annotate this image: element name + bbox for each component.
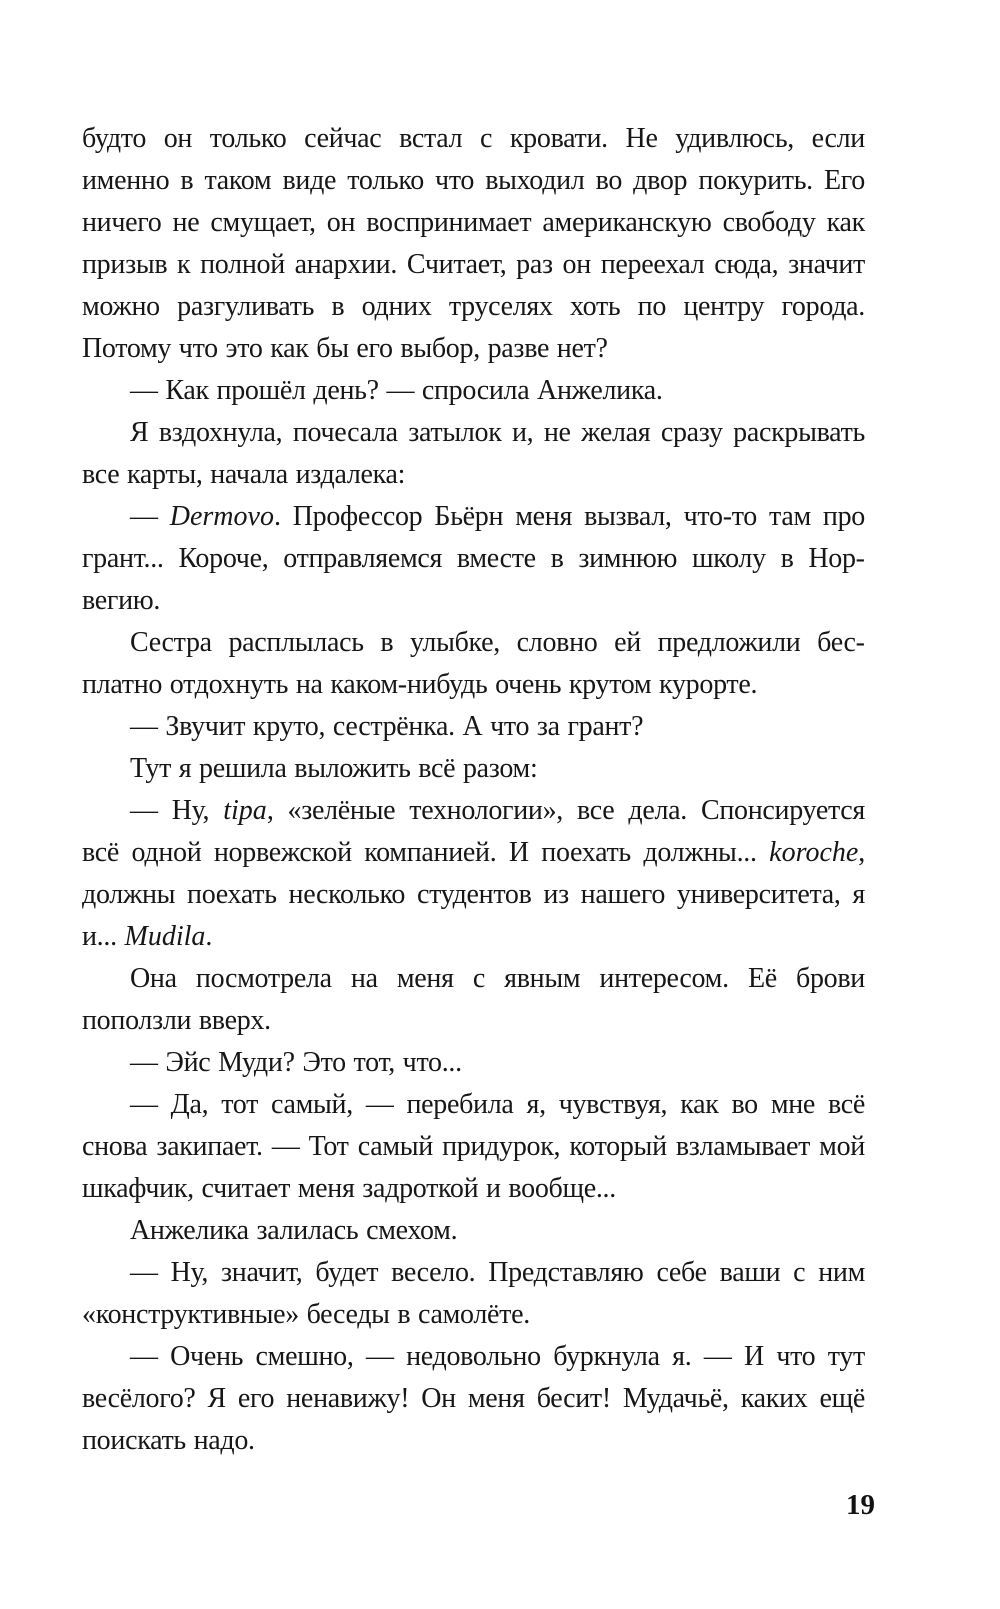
paragraph: Анжелика залилась смехом. [130, 1215, 458, 1246]
page-number: 19 [846, 1489, 875, 1521]
paragraph: будто он только сейчас встал с кровати. Не удивлюсь, если именно в таком виде только что выходил во двор покурить. Его ничего не смущает, он воспринимает американскую свободу как призыв к полной анархии. Считает, раз он переехал сюда, значит можно разгуливать в одних труселях хоть по центру города. Потому что это как бы его выбор, разве нет? [82, 123, 865, 364]
paragraph: Сестра расплылась в улыбке, словно ей предложили бесплатно отдохнуть на каком-нибудь очень крутом курорте. [82, 627, 865, 700]
paragraph: — Ну, tipa, «зелёные технологии», все дела. Спонсируется всё одной норвежской компанией. И поехать должны... koroche, должны поехать несколько студентов из нашего университета, я и... Mudila. [82, 795, 865, 952]
paragraph: — Очень смешно, — недовольно буркнула я. — И что тут весёлого? Я его ненавижу! Он меня бесит! Мудачьё, каких ещё поискать надо. [82, 1341, 865, 1456]
paragraph: — Как прошёл день? — спросила Анжелика. [130, 375, 663, 406]
paragraph: Она посмотрела на меня с явным интересом. Её брови поползли вверх. [82, 963, 865, 1036]
paragraph: — Ну, значит, будет весело. Представляю себе ваши с ним «конструктивные» беседы в самолёте. [82, 1257, 865, 1330]
transliterated-word: tipa [223, 795, 267, 826]
paragraph: Я вздохнула, почесала затылок и, не желая сразу раскрывать все карты, начала издалека: [82, 417, 865, 490]
paragraph: — Эйс Муди? Это тот, что... [130, 1047, 462, 1078]
paragraph: Тут я решила выложить всё разом: [130, 753, 538, 784]
transliterated-word: Dermovo [169, 501, 274, 532]
paragraph: — Да, тот самый, — перебила я, чувствуя, как во мне всё снова закипает. — Тот самый придурок, который взламывает мой шкафчик, считает меня задроткой и вообще... [82, 1089, 865, 1204]
paragraph: — Звучит круто, сестрёнка. А что за грант? [130, 711, 644, 742]
page-text [82, 118, 865, 1462]
transliterated-word: Mudila [124, 921, 206, 952]
paragraph: — Dermovo. Профессор Бьёрн меня вызвал, что-то там про грант... Короче, отправляемся вместе в зимнюю школу в Норвегию. [82, 501, 865, 616]
transliterated-word: koroche [769, 837, 859, 868]
